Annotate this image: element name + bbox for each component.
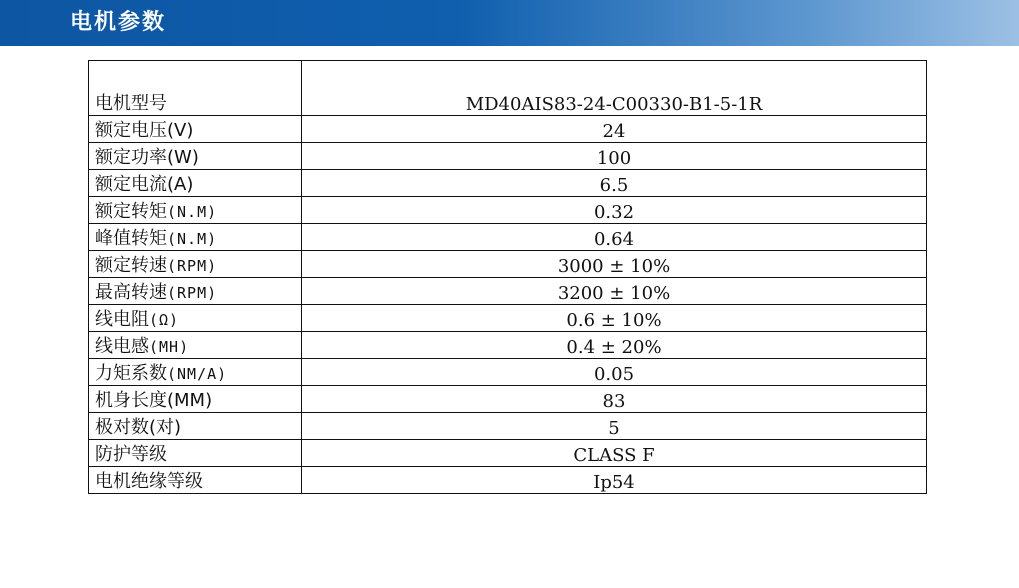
table-row xyxy=(89,332,927,359)
param-value: 0.32 xyxy=(302,197,927,224)
param-label: 机身长度(MM) xyxy=(89,386,302,413)
param-value: MD40AIS83-24-C00330-B1-5-1R xyxy=(302,61,927,116)
param-value: 0.64 xyxy=(302,224,927,251)
table-row xyxy=(89,251,927,278)
param-label: 线电阻(Ω) xyxy=(89,305,302,332)
section-title: 电机参数 xyxy=(70,10,167,35)
table-row xyxy=(89,197,927,224)
param-value: 0.6 ± 10% xyxy=(302,305,927,332)
param-label: 额定转矩(N.M) xyxy=(89,197,302,224)
table-row xyxy=(89,440,927,467)
param-label: 力矩系数(NM/A) xyxy=(89,359,302,386)
param-value: 100 xyxy=(302,143,927,170)
param-value: 24 xyxy=(302,116,927,143)
param-label: 极对数(对) xyxy=(89,413,302,440)
param-value: 6.5 xyxy=(302,170,927,197)
param-value: Ip54 xyxy=(302,467,927,494)
param-label: 峰值转矩(N.M) xyxy=(89,224,302,251)
param-label: 线电感(MH) xyxy=(89,332,302,359)
table-row xyxy=(89,143,927,170)
param-label: 额定功率(W) xyxy=(89,143,302,170)
table-row xyxy=(89,116,927,143)
header-band xyxy=(0,0,1019,46)
table-row xyxy=(89,224,927,251)
table-row xyxy=(89,305,927,332)
param-label: 额定转速(RPM) xyxy=(89,251,302,278)
table-row xyxy=(89,61,927,116)
motor-parameters-table xyxy=(88,60,927,494)
table-row xyxy=(89,359,927,386)
param-value: 5 xyxy=(302,413,927,440)
param-label: 额定电压(V) xyxy=(89,116,302,143)
param-label: 额定电流(A) xyxy=(89,170,302,197)
param-label: 电机绝缘等级 xyxy=(89,467,302,494)
param-value: CLASS F xyxy=(302,440,927,467)
table-row xyxy=(89,170,927,197)
table-row xyxy=(89,278,927,305)
table-row xyxy=(89,386,927,413)
param-value: 83 xyxy=(302,386,927,413)
param-label: 电机型号 xyxy=(89,61,302,116)
param-value: 0.4 ± 20% xyxy=(302,332,927,359)
param-value: 3000 ± 10% xyxy=(302,251,927,278)
table-row xyxy=(89,467,927,494)
table-row xyxy=(89,413,927,440)
param-value: 0.05 xyxy=(302,359,927,386)
param-value: 3200 ± 10% xyxy=(302,278,927,305)
param-label: 最高转速(RPM) xyxy=(89,278,302,305)
param-label: 防护等级 xyxy=(89,440,302,467)
